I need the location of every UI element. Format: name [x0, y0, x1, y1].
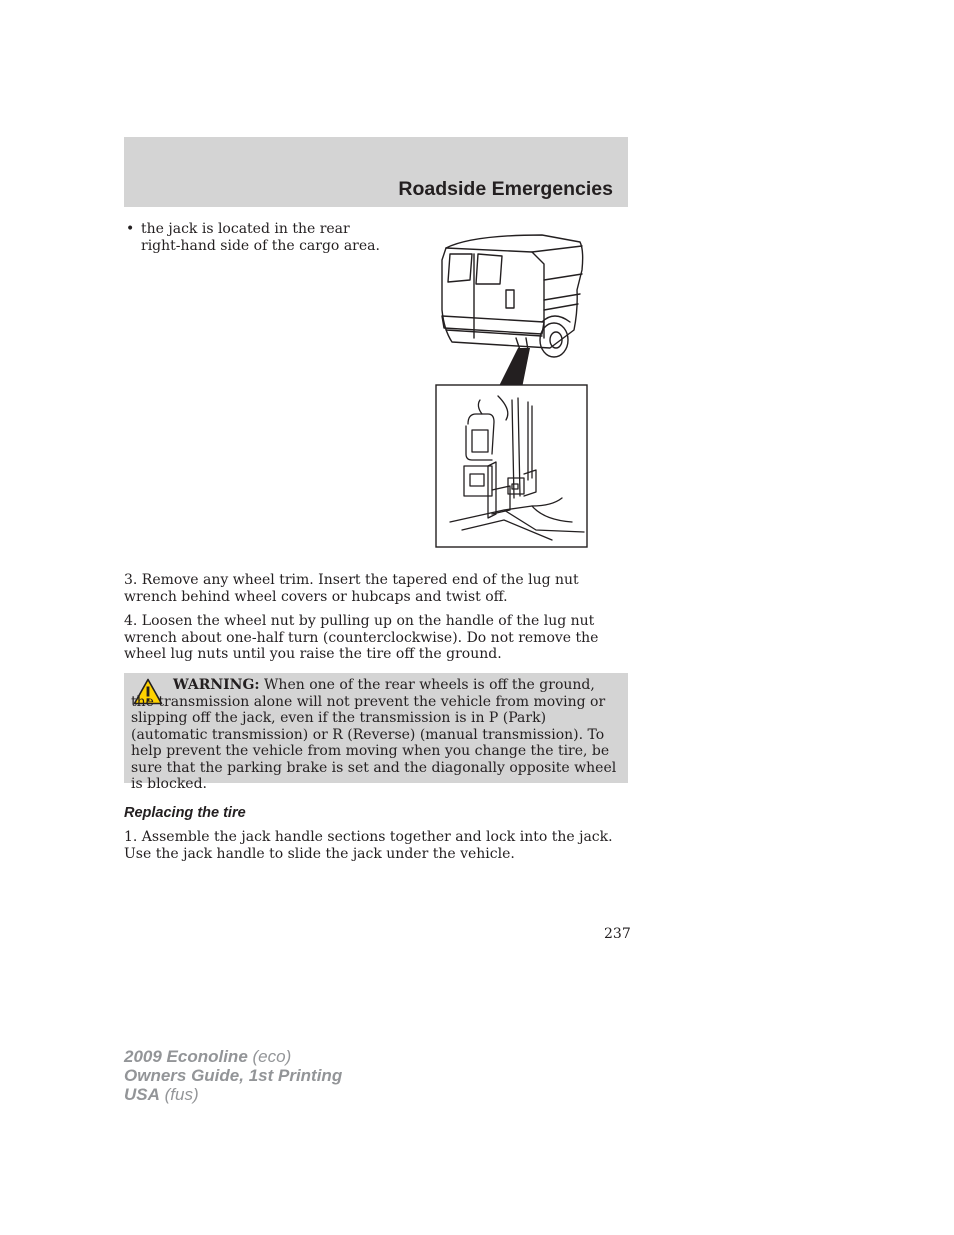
footer-line-2: Owners Guide, 1st Printing — [124, 1066, 343, 1085]
page-title: Roadside Emergencies — [398, 178, 613, 200]
footer-line-1: 2009 Econoline (eco) — [124, 1047, 292, 1066]
step-1: 1. Assemble the jack handle sections together and lock into the jack. Use the jack handle to slide the jack under the vehicle. — [124, 829, 613, 862]
step-3: 3. Remove any wheel trim. Insert the tapered end of the lug nut wrench behind wheel covers or hubcaps and twist off. — [124, 572, 579, 605]
page-number: 237 — [604, 926, 631, 942]
bullet-marker: • — [126, 221, 135, 237]
bullet-item — [126, 221, 386, 254]
section-heading: Replacing the tire — [124, 805, 246, 821]
bullet-text: the jack is located in the rear right-hand side of the cargo area. — [141, 221, 380, 254]
warning-label: WARNING: — [173, 677, 260, 693]
van-jack-location-illustration — [432, 230, 592, 550]
warning-text — [131, 677, 619, 793]
section-header — [124, 137, 628, 207]
document-footer — [124, 1047, 342, 1104]
warning-box — [124, 673, 628, 792]
step-4: 4. Loosen the wheel nut by pulling up on the handle of the lug nut wrench about one-half turn (counterclockwise). Do not remove the wheel lug nuts until you raise the tire off the ground. — [124, 613, 599, 662]
footer-line-3: USA (fus) — [124, 1085, 199, 1104]
warning-body: When one of the rear wheels is off the ground, the transmission alone will not prevent the vehicle from moving or slipping off the jack, even if the transmission is in P (Park) (automatic transmission) or R (Reverse) (manual transmission). To help prevent the vehicle from moving when you change the tire, be sure that the parking brake is set and the diagonally opposite wheel is blocked. — [131, 677, 617, 792]
